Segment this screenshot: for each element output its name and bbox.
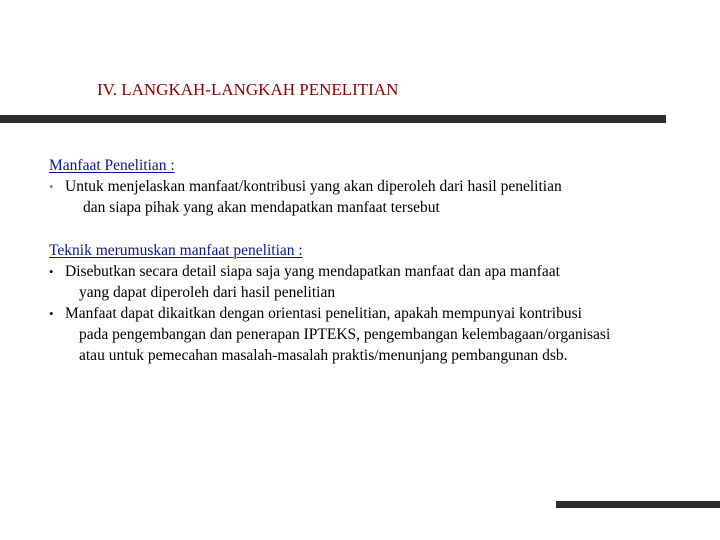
bullet-line: yang dapat diperoleh dari hasil penelitian: [79, 284, 336, 301]
bullet-line: Untuk menjelaskan manfaat/kontribusi yang akan diperoleh dari hasil penelitian: [65, 178, 562, 195]
title-divider: [0, 115, 666, 123]
bullet-line: atau untuk pemecahan masalah-masalah praktis/menunjang pembangunan dsb.: [79, 347, 568, 364]
bullet-item: [49, 303, 610, 366]
bullet-dot-icon: •: [49, 306, 54, 321]
bullet-line: dan siapa pihak yang akan mendapatkan manfaat tersebut: [83, 199, 440, 216]
bullet-item: [49, 261, 610, 303]
section-heading: Teknik merumuskan manfaat penelitian :: [49, 242, 303, 259]
bullet-line: pada pengembangan dan penerapan IPTEKS, pengembangan kelembagaan/organisasi: [79, 326, 611, 343]
footer-divider: [556, 501, 720, 508]
bullet-line: Disebutkan secara detail siapa saja yang mendapatkan manfaat dan apa manfaat: [65, 263, 560, 280]
section-manfaat-penelitian: [49, 155, 562, 218]
bullet-line: Manfaat dapat dikaitkan dengan orientasi penelitian, apakah mempunyai kontribusi: [65, 305, 582, 322]
bullet-item: [49, 176, 562, 218]
bullet-dot-icon: •: [49, 264, 54, 279]
section-teknik-merumuskan: [49, 240, 610, 366]
slide-title: IV. LANGKAH-LANGKAH PENELITIAN: [97, 80, 399, 99]
section-heading: Manfaat Penelitian :: [49, 157, 175, 174]
bullet-dot-icon: •: [49, 179, 54, 194]
